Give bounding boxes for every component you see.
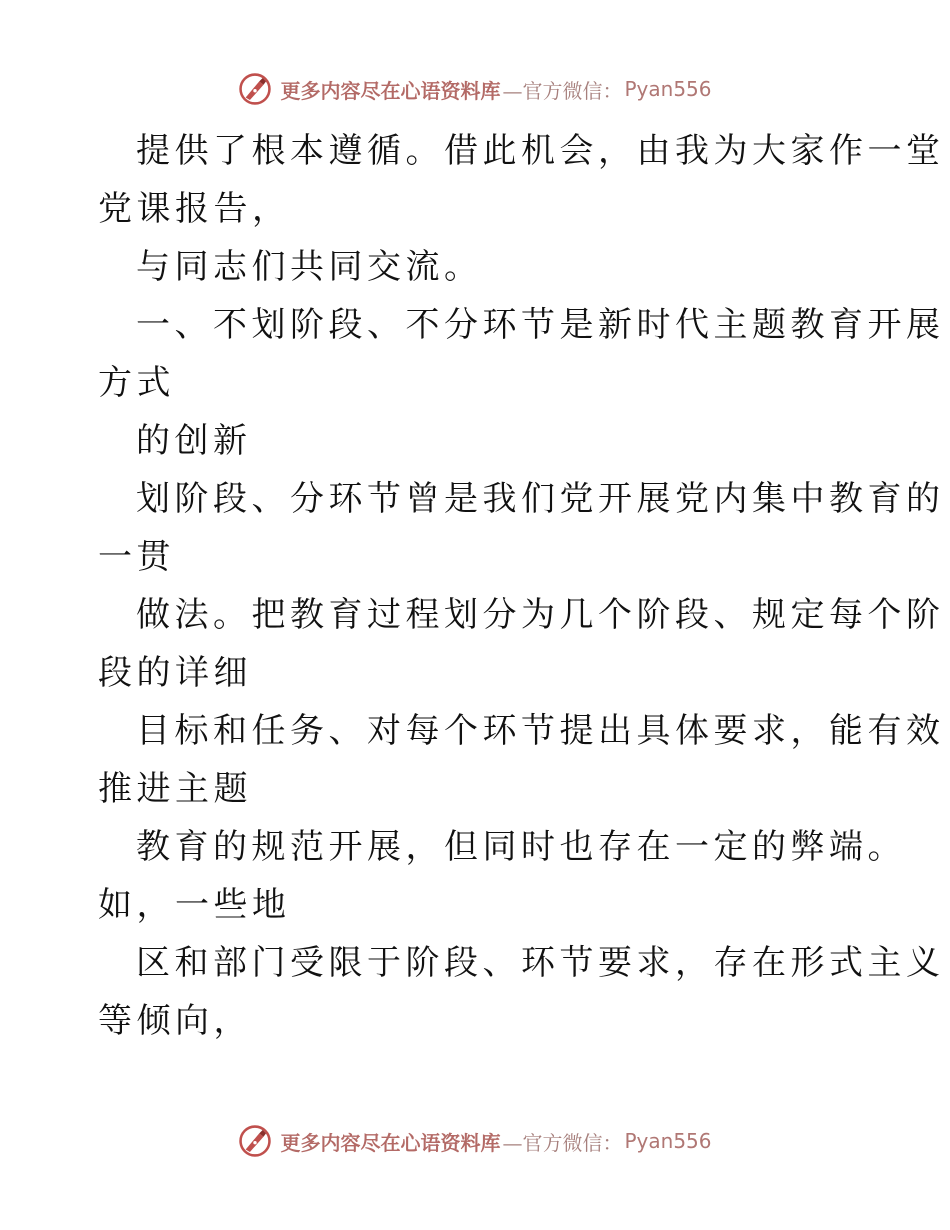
section-heading-line: 方式 — [98, 363, 175, 403]
body-line: 如，一些地 — [98, 885, 291, 925]
body-line: 提供了根本遵循。借此机会，由我为大家作一堂 — [136, 131, 945, 171]
body-line: 教育的规范开展，但同时也存在一定的弊端。 — [136, 827, 906, 867]
body-line: 区和部门受限于阶段、环节要求，存在形式主义 — [136, 943, 945, 983]
body-line: 做法。把教育过程划分为几个阶段、规定每个阶 — [136, 595, 945, 635]
body-line: 目标和任务、对每个环节提出具体要求，能有效 — [136, 711, 945, 751]
watermark-text: 更多内容尽在心语资料库 — [280, 1130, 501, 1155]
body-line: 党课报告， — [98, 189, 291, 229]
watermark-account: Pyan556 — [624, 1129, 712, 1153]
header-watermark — [0, 72, 950, 106]
section-heading-line: 的创新 — [136, 421, 252, 461]
watermark-separator: —官方微信： — [502, 1130, 623, 1155]
watermark-separator: —官方微信： — [502, 78, 623, 103]
body-line: 段的详细 — [98, 653, 252, 693]
body-line: 与同志们共同交流。 — [136, 247, 483, 287]
section-heading-line: 一、不划阶段、不分环节是新时代主题教育开展 — [136, 305, 945, 345]
watermark-account: Pyan556 — [624, 77, 712, 101]
body-line: 划阶段、分环节曾是我们党开展党内集中教育的 — [136, 479, 945, 519]
watermark-text: 更多内容尽在心语资料库 — [280, 78, 501, 103]
pen-logo-icon — [238, 1124, 272, 1158]
document-body — [98, 122, 945, 1050]
body-line: 等倾向， — [98, 1001, 252, 1041]
body-line: 推进主题 — [98, 769, 252, 809]
pen-logo-icon — [238, 72, 272, 106]
footer-watermark — [0, 1124, 950, 1158]
body-line: 一贯 — [98, 537, 175, 577]
